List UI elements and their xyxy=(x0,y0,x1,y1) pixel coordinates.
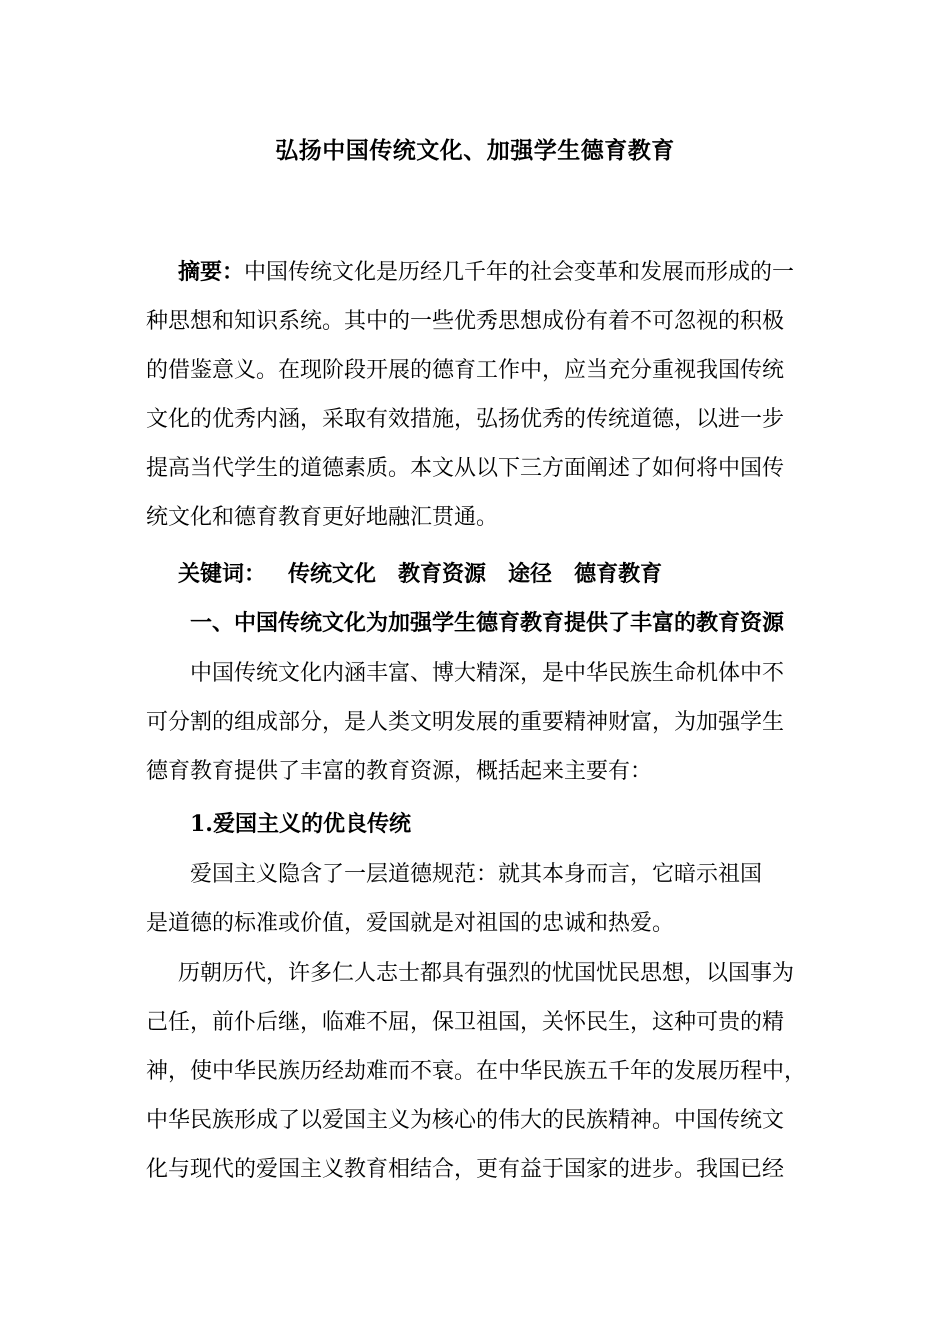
abstract xyxy=(146,248,806,542)
paragraph-line: 历朝历代，许多仁人志士都具有强烈的忧国忧民思想，以国事为 xyxy=(178,961,795,986)
keywords-line xyxy=(146,550,806,599)
page-title: 弘扬中国传统文化、加强学生德育教育 xyxy=(275,137,675,164)
paragraph xyxy=(146,949,806,1194)
abstract-label: 摘要： xyxy=(178,259,245,285)
paragraph-line: 中华民族形成了以爱国主义为核心的伟大的民族精神。中国传统文 xyxy=(146,1108,785,1133)
abstract-line: 文化的优秀内涵，采取有效措施，弘扬优秀的传统道德，以进一步 xyxy=(146,407,785,432)
subheading xyxy=(146,800,806,849)
abstract-line: 的借鉴意义。在现阶段开展的德育工作中，应当充分重视我国传统 xyxy=(146,358,785,383)
paragraph-line: 爱国主义隐含了一层道德规范：就其本身而言，它暗示祖国 xyxy=(190,862,763,887)
abstract-line: 提高当代学生的道德素质。本文从以下三方面阐述了如何将中国传 xyxy=(146,456,785,481)
subheading-text: 1.爱国主义的优良传统 xyxy=(190,811,411,837)
paragraph xyxy=(146,850,806,948)
paragraph-line: 是道德的标准或价值，爱国就是对祖国的忠诚和热爱。 xyxy=(146,911,675,936)
paragraph-line: 神，使中华民族历经劫难而不衰。在中华民族五千年的发展历程中， xyxy=(146,1059,807,1084)
section-heading-text: 一、中国传统文化为加强学生德育教育提供了丰富的教育资源 xyxy=(190,610,785,636)
paragraph-line: 德育教育提供了丰富的教育资源，概括起来主要有： xyxy=(146,759,653,784)
paragraph-line: 中国传统文化内涵丰富、博大精深，是中华民族生命机体中不 xyxy=(190,661,785,686)
keyword: 德育教育 xyxy=(574,561,663,587)
abstract-line: 种思想和知识系统。其中的一些优秀思想成份有着不可忽视的积极 xyxy=(146,309,785,334)
keywords xyxy=(146,550,806,599)
paragraph-line: 化与现代的爱国主义教育相结合，更有益于国家的进步。我国已经 xyxy=(146,1157,785,1182)
keyword: 教育资源 xyxy=(398,561,487,587)
abstract-line xyxy=(146,248,806,297)
paragraph-line: 己任，前仆后继，临难不屈，保卫祖国，关怀民生，这种可贵的精 xyxy=(146,1010,785,1035)
keyword: 传统文化 xyxy=(288,561,377,587)
paragraph xyxy=(146,649,806,796)
paragraph-line: 可分割的组成部分，是人类文明发展的重要精神财富，为加强学生 xyxy=(146,710,785,735)
keywords-label: 关键词： xyxy=(178,561,267,587)
section-heading xyxy=(146,599,806,648)
abstract-text: 中国传统文化是历经几千年的社会变革和发展而形成的一 xyxy=(244,260,795,285)
keyword: 途径 xyxy=(508,561,553,587)
abstract-line: 统文化和德育教育更好地融汇贯通。 xyxy=(146,505,499,530)
